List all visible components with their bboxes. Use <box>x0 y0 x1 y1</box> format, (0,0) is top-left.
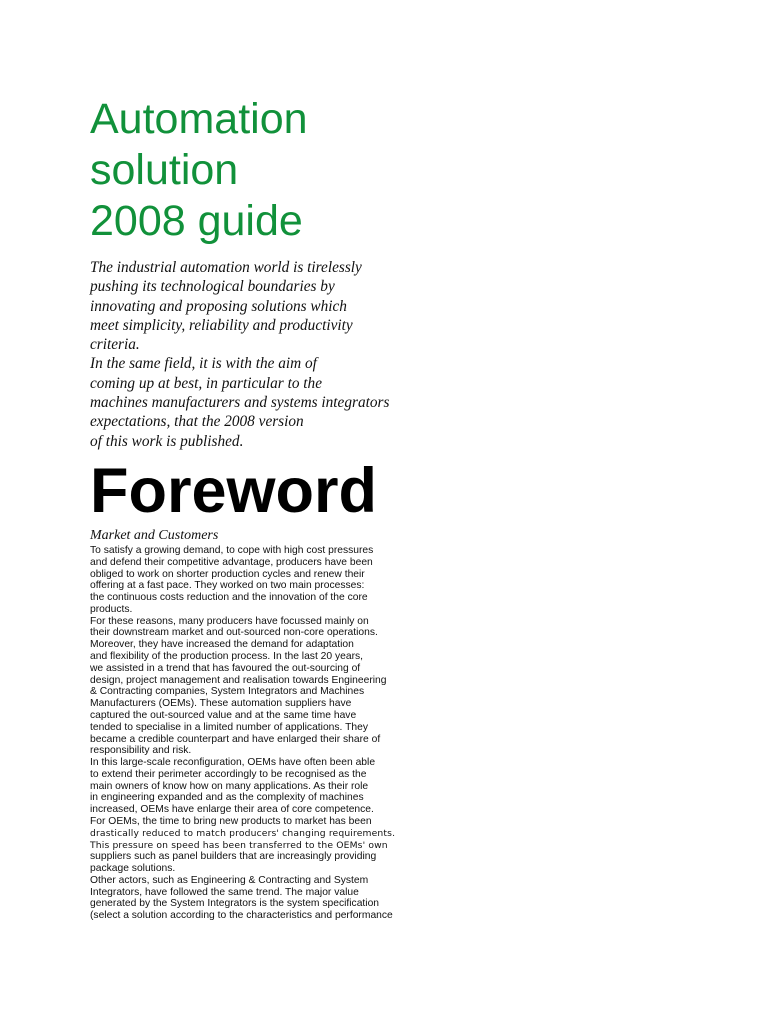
title-line: 2008 guide <box>90 197 303 245</box>
body-line: the continuous costs reduction and the innovation of the core <box>90 592 368 604</box>
foreword-heading: Foreword <box>90 456 378 526</box>
body-line: offering at a fast pace. They worked on two main processes: <box>90 580 365 592</box>
body-line: and defend their competitive advantage, producers have been <box>90 556 373 568</box>
body-line: Moreover, they have increased the demand for adaptation <box>90 639 354 651</box>
body-line: Other actors, such as Engineering & Contracting and System <box>90 874 369 886</box>
body-line: suppliers such as panel builders that are increasingly providing <box>90 851 377 863</box>
body-line: responsibility and risk. <box>90 745 192 757</box>
body-line: Manufacturers (OEMs). These automation suppliers have <box>90 698 352 710</box>
intro-line: machines manufacturers and systems integrators <box>90 394 390 412</box>
intro-line: expectations, that the 2008 version <box>90 413 304 431</box>
body-line: In this large-scale reconfiguration, OEMs have often been able <box>90 757 376 769</box>
body-line: For these reasons, many producers have focussed mainly on <box>90 615 369 627</box>
body-line: Integrators, have followed the same trend. The major value <box>90 886 359 898</box>
intro-line: The industrial automation world is tirelessly <box>90 259 362 276</box>
intro-line: criteria. <box>90 336 140 354</box>
body-line: main owners of know how on many applications. As their role <box>90 780 369 792</box>
body-line: drastically reduced to match producers' changing requirements. <box>90 827 396 839</box>
body-line: became a credible counterpart and have enlarged their share of <box>90 733 381 745</box>
body-line: (select a solution according to the characteristics and performance <box>90 910 393 922</box>
body-line: This pressure on speed has been transferred to the OEMs' own <box>90 839 388 851</box>
intro-line: In the same field, it is with the aim of <box>90 355 317 373</box>
body-line: tended to specialise in a limited number of applications. They <box>90 721 368 733</box>
body-line: To satisfy a growing demand, to cope with high cost pressures <box>90 545 374 556</box>
title-line: solution <box>90 146 239 194</box>
intro-line: meet simplicity, reliability and productivity <box>90 316 353 334</box>
body-line: and flexibility of the production process. In the last 20 years, <box>90 651 364 663</box>
body-line: products. <box>90 603 133 615</box>
body-line: & Contracting companies, System Integrators and Machines <box>90 686 365 698</box>
title-line: Automation <box>90 95 308 143</box>
document-title <box>90 94 308 247</box>
body-line: we assisted in a trend that has favoured the out-sourcing of <box>90 662 361 674</box>
body-line: captured the out-sourced value and at the same time have <box>90 709 357 721</box>
body-line: generated by the System Integrators is the system specification <box>90 898 380 910</box>
body-paragraph <box>90 545 395 922</box>
body-line: package solutions. <box>90 863 176 875</box>
body-line: For OEMs, the time to bring new products to market has been <box>90 815 372 827</box>
body-line: to extend their perimeter accordingly to be recognised as the <box>90 768 367 780</box>
section-heading: Market and Customers <box>90 528 219 543</box>
body-line: in engineering expanded and as the complexity of machines <box>90 792 364 804</box>
intro-line: pushing its technological boundaries by <box>90 278 335 296</box>
intro-line: of this work is published. <box>90 432 244 450</box>
intro-line: coming up at best, in particular to the <box>90 374 322 392</box>
intro-paragraph <box>90 258 389 451</box>
body-line: increased, OEMs have enlarge their area of core competence. <box>90 804 374 816</box>
body-line: their downstream market and out-sourced non-core operations. <box>90 627 378 639</box>
intro-line: innovating and proposing solutions which <box>90 297 347 315</box>
body-line: obliged to work on shorter production cycles and renew their <box>90 568 365 580</box>
body-line: design, project management and realisation towards Engineering <box>90 674 387 686</box>
